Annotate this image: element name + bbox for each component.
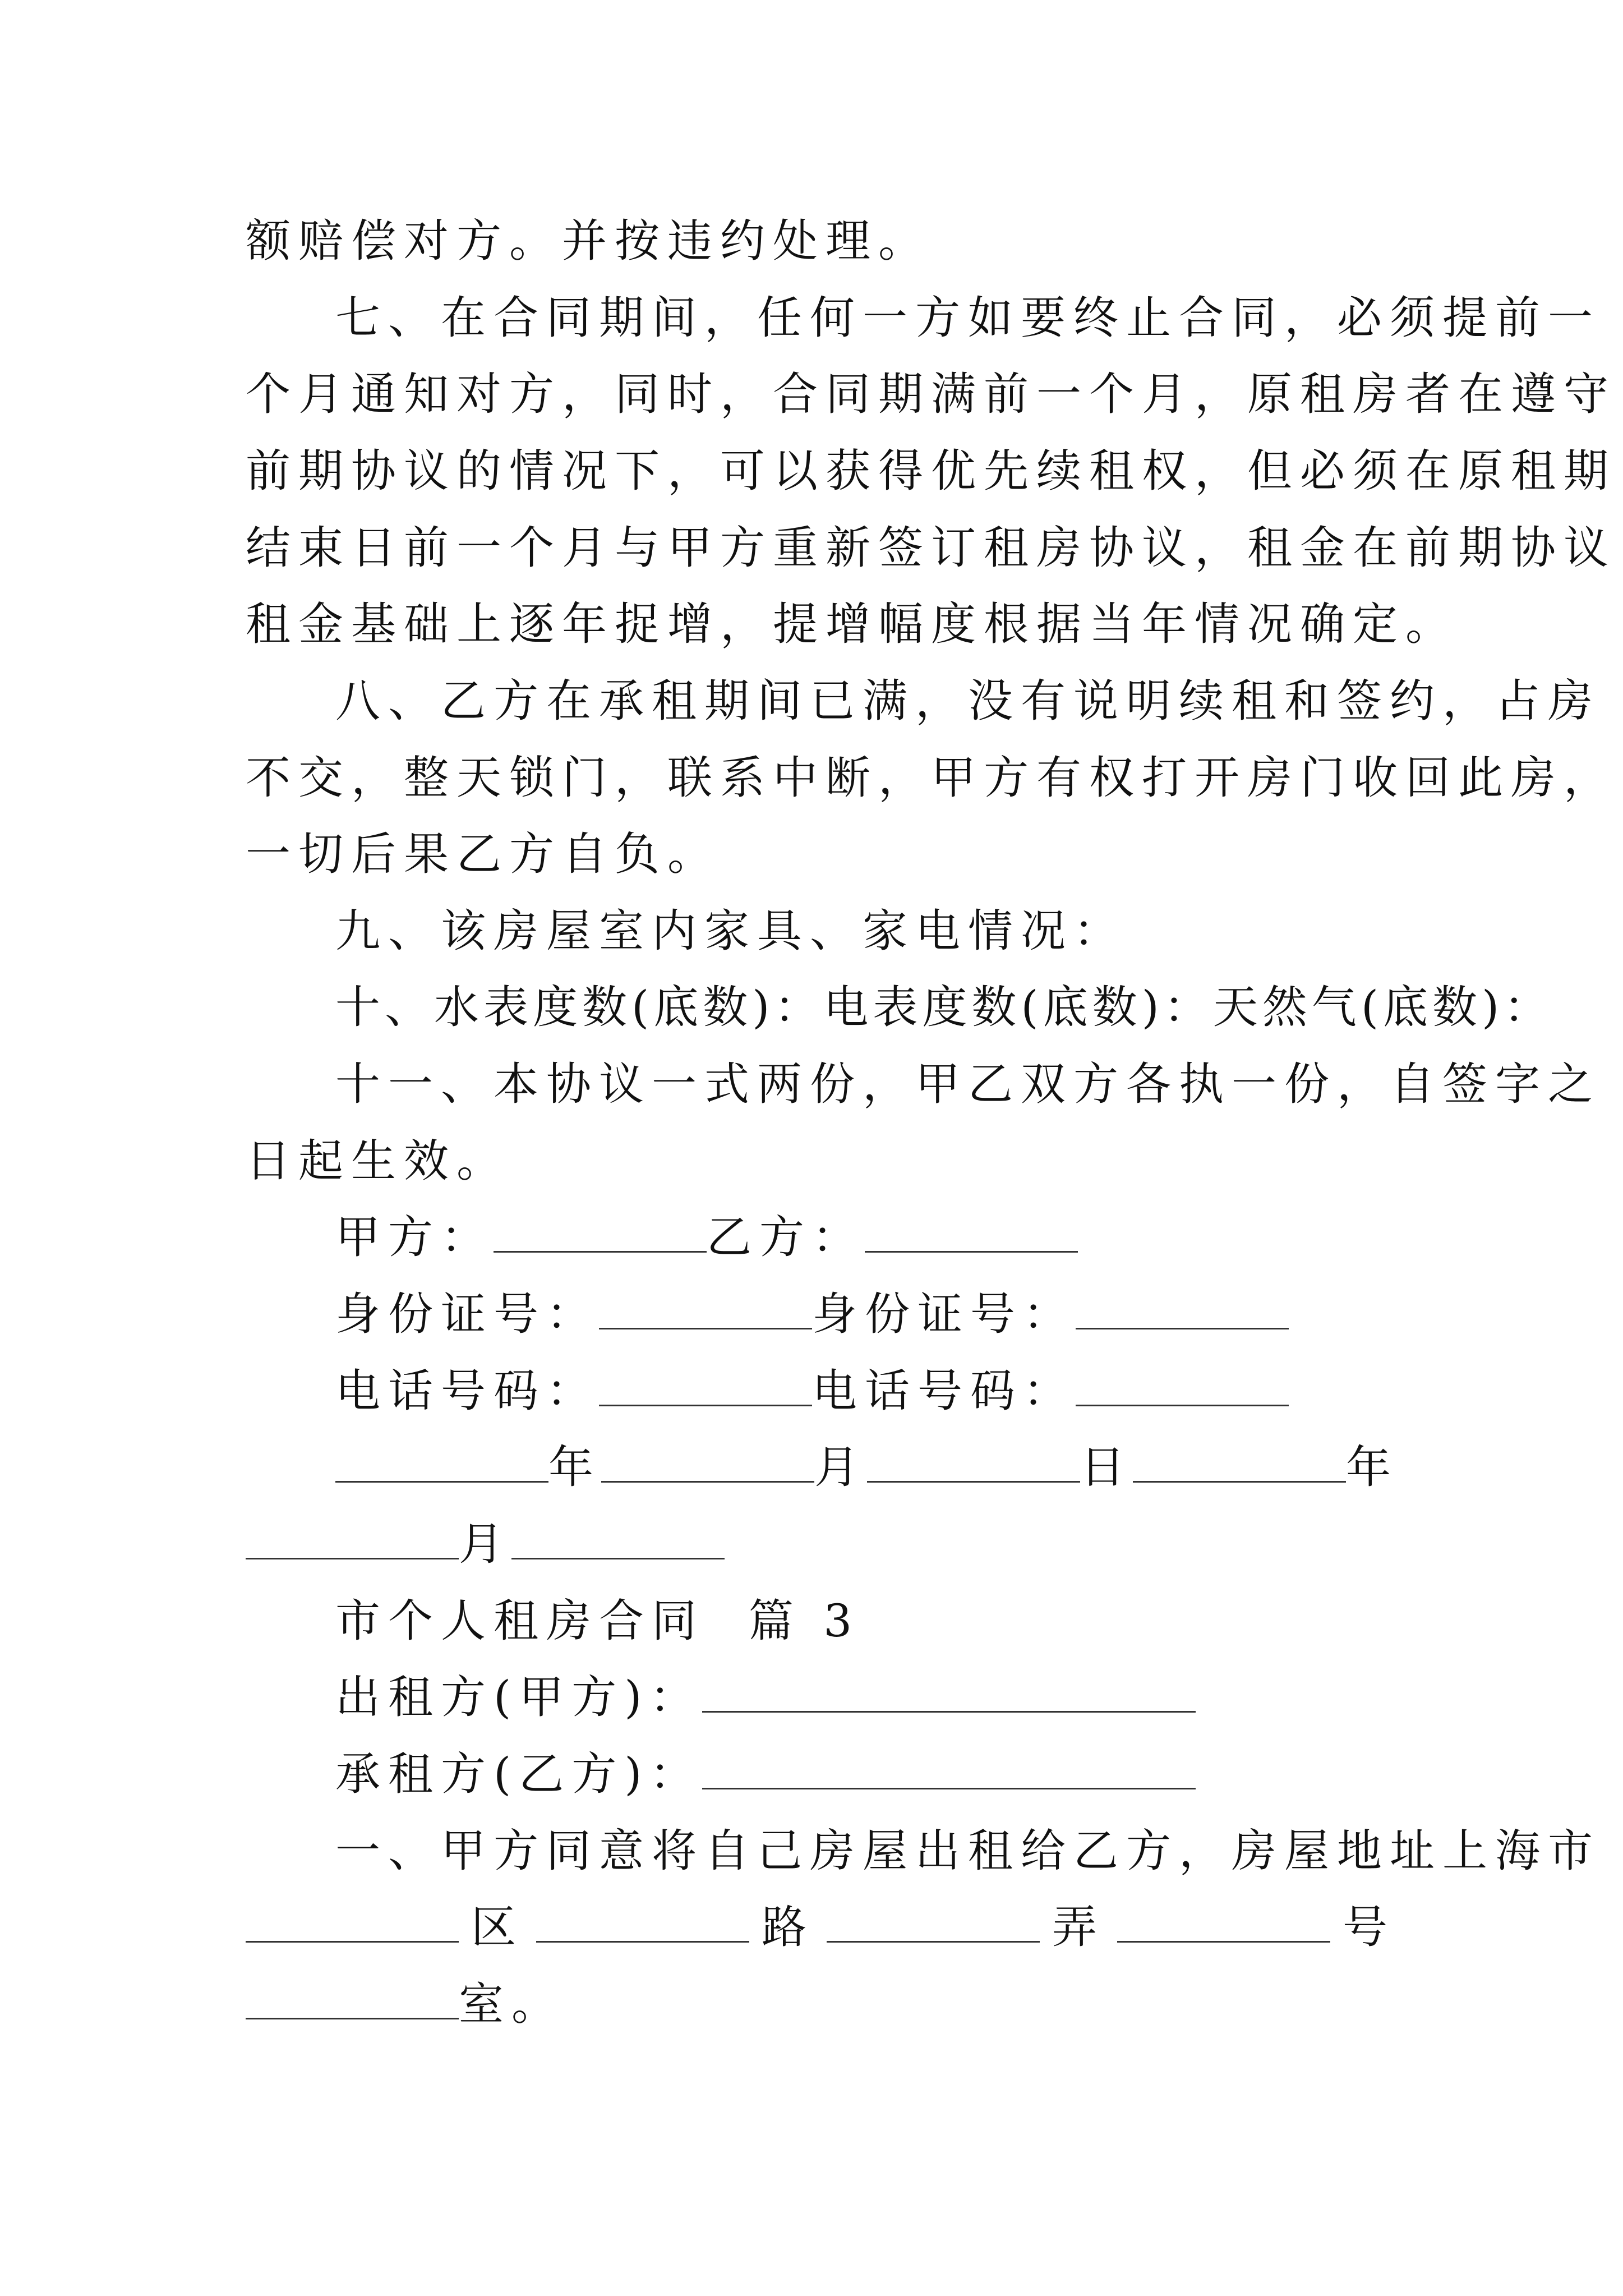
day-a-label: 日 <box>1080 1441 1133 1493</box>
party-a-label: 甲方： <box>335 1211 494 1263</box>
year-b-label: 年 <box>1346 1441 1399 1493</box>
room-blank <box>246 1977 459 2019</box>
year-b-blank <box>1133 1441 1346 1483</box>
lessee-row <box>335 1746 1479 1802</box>
day-b-blank <box>511 1517 725 1559</box>
signature-date-row-2 <box>246 1516 1390 1572</box>
month-b-blank <box>246 1517 459 1559</box>
id-a-blank <box>599 1287 812 1329</box>
signature-date-row-1 <box>335 1439 1479 1496</box>
lane-blank <box>827 1901 1040 1943</box>
clause-9: 九、该房屋室内家具、家电情况： <box>335 905 1126 957</box>
room-row <box>246 1976 1390 2032</box>
lessor-blank <box>702 1671 1196 1713</box>
phone-a-blank <box>599 1364 812 1406</box>
clause-8-line-1: 八、乙方在承租期间已满，没有说明续租和签约，占房 <box>335 675 1601 727</box>
id-a-label: 身份证号： <box>335 1288 599 1340</box>
lessee-label: 承租方(乙方)： <box>335 1748 703 1800</box>
district-label: 区 <box>471 1901 524 1953</box>
year-a-blank <box>335 1441 548 1483</box>
phone-b-label: 电话号码： <box>812 1365 1076 1417</box>
signature-phone-row <box>335 1363 1479 1419</box>
clause-11-line-1: 十一、本协议一式两份，甲乙双方各执一份，自签字之 <box>335 1058 1601 1110</box>
party-a-blank <box>494 1211 707 1253</box>
lane-label: 弄 <box>1052 1901 1105 1953</box>
number-blank <box>1117 1901 1330 1943</box>
month-a-blank <box>601 1441 814 1483</box>
month-a-label: 月 <box>814 1441 867 1493</box>
section-3-title: 市个人租房合同 篇 3 <box>335 1595 860 1647</box>
year-a-label: 年 <box>548 1441 601 1493</box>
number-label: 号 <box>1343 1901 1395 1953</box>
clause-7-line-1: 七、在合同期间，任何一方如要终止合同，必须提前一 <box>335 292 1601 344</box>
lessor-row <box>335 1669 1479 1726</box>
party-b-label: 乙方： <box>707 1211 865 1263</box>
clause-7-line-4: 结束日前一个月与甲方重新签订租房协议，租金在前期协议 <box>246 522 1616 574</box>
clause-7-line-2: 个月通知对方，同时，合同期满前一个月，原租房者在遵守 <box>246 368 1616 420</box>
district-blank <box>246 1901 459 1943</box>
party-b-blank <box>865 1211 1078 1253</box>
signature-id-row <box>335 1286 1479 1342</box>
phone-a-label: 电话号码： <box>335 1365 599 1417</box>
paragraph-6-end: 额赔偿对方。并按违约处理。 <box>246 215 931 267</box>
month-b-label: 月 <box>459 1518 511 1570</box>
address-row <box>246 1899 1395 1955</box>
clause-10: 十、水表度数(底数)：电表度数(底数)：天然气(底数)： <box>335 981 1553 1033</box>
room-label: 室。 <box>459 1978 564 2030</box>
road-label: 路 <box>762 1901 814 1953</box>
id-b-blank <box>1076 1287 1289 1329</box>
clause-11-line-2: 日起生效。 <box>246 1135 509 1187</box>
road-blank <box>536 1901 749 1943</box>
clause-7-line-3: 前期协议的情况下，可以获得优先续租权，但必须在原租期 <box>246 445 1616 497</box>
lessor-label: 出租方(甲方)： <box>335 1671 703 1723</box>
clause-7-line-5: 租金基础上逐年捉增，提增幅度根据当年情况确定。 <box>246 598 1458 650</box>
phone-b-blank <box>1076 1364 1289 1406</box>
clause-8-line-3: 一切后果乙方自负。 <box>246 828 720 880</box>
signature-party-row <box>335 1209 1479 1266</box>
id-b-label: 身份证号： <box>812 1288 1076 1340</box>
clause-8-line-2: 不交，整天锁门，联系中断，甲方有权打开房门收回此房， <box>246 752 1616 804</box>
section-3-clause-1-line-1: 一、甲方同意将自己房屋出租给乙方，房屋地址上海市 <box>335 1825 1601 1877</box>
lessee-blank <box>702 1747 1196 1789</box>
day-a-blank <box>867 1441 1080 1483</box>
